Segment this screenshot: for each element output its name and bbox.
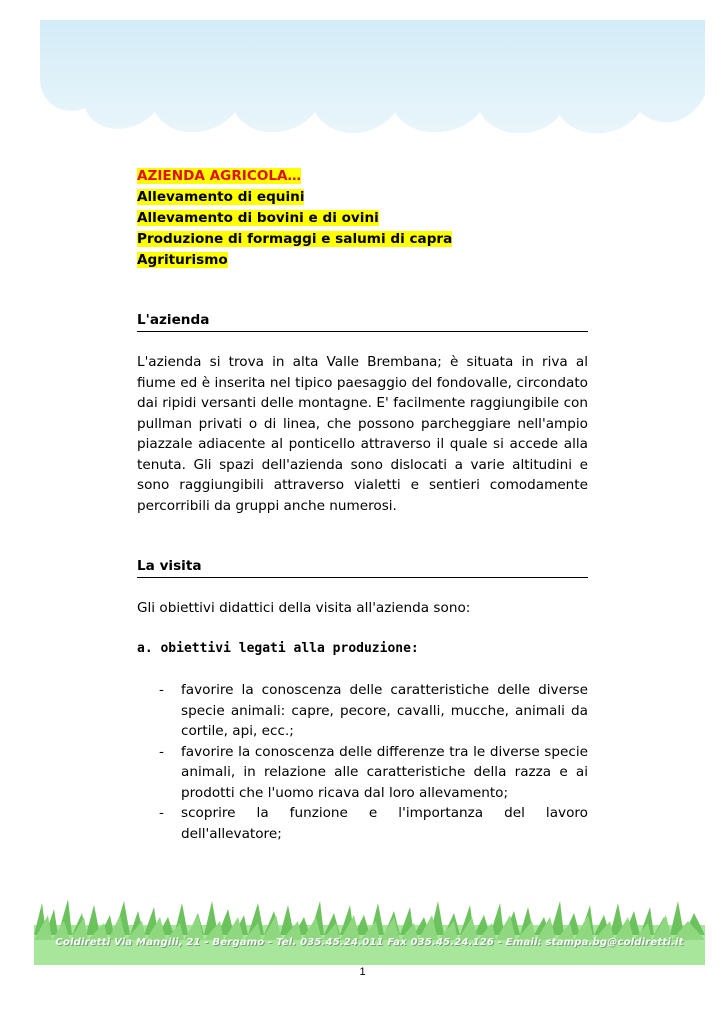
section-heading-visita: La visita: [137, 558, 588, 578]
page-title: AZIENDA AGRICOLA…: [137, 168, 302, 184]
objectives-list: [137, 680, 588, 844]
cloud-decoration: [0, 0, 725, 150]
header-line: Allevamento di equini: [137, 189, 305, 205]
visita-intro: Gli obiettivi didattici della visita all'azienda sono:: [137, 600, 471, 616]
list-item-text: favorire la conoscenza delle caratteristiche delle diverse specie animali: capre, pecore, cavalli, mucche, animali da cortile, api, ecc.;: [181, 682, 588, 739]
grass-decoration: [34, 895, 705, 965]
footer-contact: Coldiretti Via Mangili, 21 - Bergamo - Tel. 035.45.24.011 Fax 035.45.24.126 - Email: stampa.bg@coldiretti.it: [55, 937, 684, 948]
list-item: [137, 742, 588, 804]
header-line: Produzione di formaggi e salumi di capra: [137, 231, 453, 247]
header-line: Allevamento di bovini e di ovini: [137, 210, 379, 226]
page-number: 1: [359, 966, 366, 978]
dash-bullet: -: [159, 743, 164, 760]
visita-subheading: a. obiettivi legati alla produzione:: [137, 641, 419, 656]
section-heading-azienda: L'azienda: [137, 312, 588, 332]
dash-bullet: -: [159, 805, 164, 821]
header-block: [137, 166, 588, 271]
list-item-text: favorire la conoscenza delle differenze tra le diverse specie animali, in relazione alle caratteristiche della razza e ai prodotti che l'uomo ricava dal loro allevamento;: [181, 743, 588, 801]
azienda-paragraph: L'azienda si trova in alta Valle Brembana; è situata in riva al fiume ed è inserita nel tipico paesaggio del fondovalle, circondato dai ripidi versanti delle montagne. E' facilmente raggiungibile con pullman privati o di linea, che possono parcheggiare nell'ampio piazzale adiacente al ponticello attraverso il quale si accede alla tenuta. Gli spazi dell'azienda sono dislocati a varie altitudini e sono raggiungibili attraverso vialetti e sentieri comodamente percorribili da gruppi anche numerosi.: [137, 354, 588, 514]
dash-bullet: -: [159, 682, 164, 698]
header-line: Agriturismo: [137, 252, 228, 268]
list-item: [137, 803, 588, 844]
list-item: [137, 680, 588, 742]
list-item-text: scoprire la funzione e l'importanza del lavoro dell'allevatore;: [181, 805, 588, 842]
